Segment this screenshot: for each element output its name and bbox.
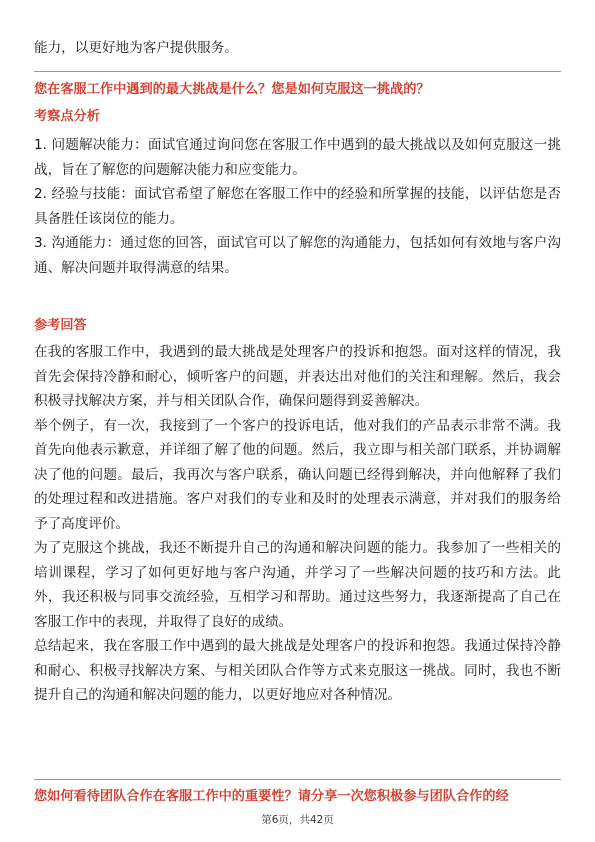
answer-paragraph: 为了克服这个挑战，我还不断提升自己的沟通和解决问题的能力。我参加了一些相关的培训课程，学习了如何更好地与客户沟通，并学习了一些解决问题的技巧和方法。此外，我还积极与同事交流经验，互相学习和帮助。通过这些努力，我逐渐提高了自己在客服工作中的表现，并取得了良好的成绩。 [34, 540, 561, 630]
answer-body [34, 340, 561, 708]
section-divider [34, 779, 561, 780]
analysis-item: 2. 经验与技能：面试官希望了解您在客服工作中的经验和所掌握的技能，以评估您是否具备胜任该岗位的能力。 [34, 186, 561, 227]
analysis-heading: 考察点分析 [34, 109, 100, 124]
answer-paragraph: 举个例子，有一次，我接到了一个客户的投诉电话，他对我们的产品表示非常不满。我首先向他表示歉意，并详细了解了他的问题。然后，我立即与相关部门联系，并协调解决了他的问题。最后，我再次与客户联系，确认问题已经得到解决，并向他解释了我们的处理过程和改进措施。客户对我们的专业和及时的处理表示满意，并对我们的服务给予了高度评价。 [34, 417, 561, 532]
page-number: 第6页，共42页 [261, 814, 334, 826]
question-heading: 您在客服工作中遇到的最大挑战是什么？您是如何克服这一挑战的？ [34, 82, 430, 97]
intro-tail-text: 能力，以更好地为客户提供服务。 [34, 40, 238, 56]
answer-paragraph: 总结起来，我在客服工作中遇到的最大挑战是处理客户的投诉和抱怨。我通过保持冷静和耐心、积极寻找解决方案、与相关团队合作等方式来克服这一挑战。同时，我也不断提升自己的沟通和解决问题的能力，以更好地应对各种情况。 [34, 638, 561, 703]
answer-paragraph: 在我的客服工作中，我遇到的最大挑战是处理客户的投诉和抱怨。面对这样的情况，我首先会保持冷静和耐心，倾听客户的问题，并表达出对他们的关注和理解。然后，我会积极寻找解决方案，并与相关团队合作，确保问题得到妥善解决。 [34, 344, 561, 409]
analysis-list [34, 133, 561, 280]
section-divider [34, 71, 561, 72]
next-question-heading: 您如何看待团队合作在客服工作中的重要性？请分享一次您积极参与团队合作的经 [34, 789, 509, 804]
answer-heading: 参考回答 [34, 318, 87, 333]
analysis-item: 3. 沟通能力：通过您的回答，面试官可以了解您的沟通能力，包括如何有效地与客户沟通、解决问题并取得满意的结果。 [34, 235, 561, 276]
analysis-item: 1. 问题解决能力：面试官通过询问您在客服工作中遇到的最大挑战以及如何克服这一挑战，旨在了解您的问题解决能力和应变能力。 [34, 137, 561, 178]
